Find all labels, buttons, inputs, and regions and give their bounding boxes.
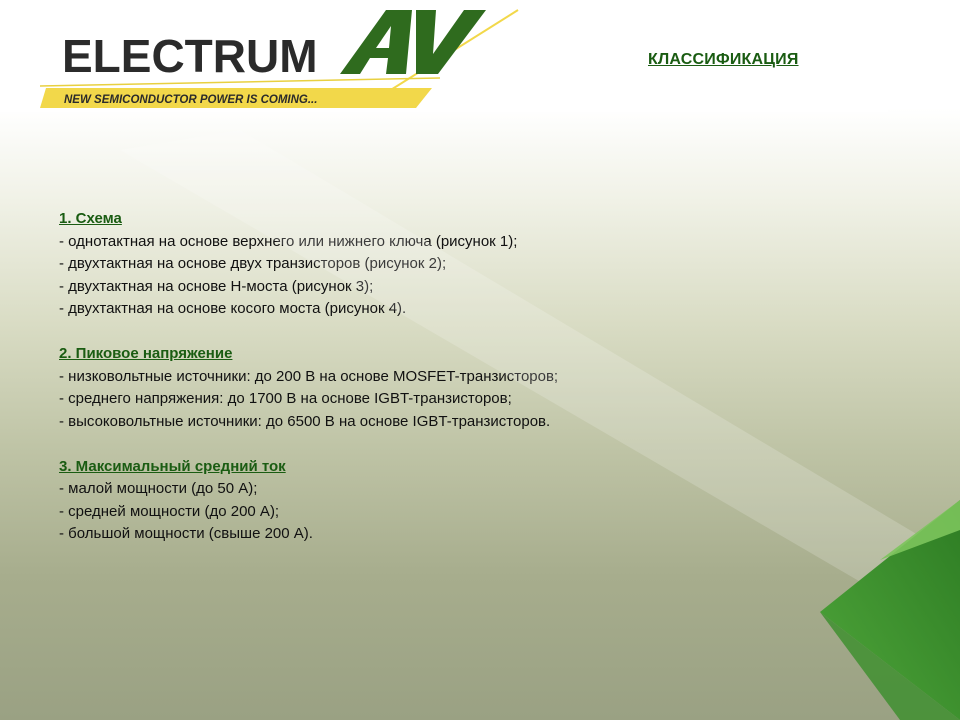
list-item: - большой мощности (свыше 200 А). <box>59 525 313 542</box>
list-item: - однотактная на основе верхнего или нижнего ключа (рисунок 1); <box>59 232 518 250</box>
list-item: - средней мощности (до 200 А); <box>59 502 280 520</box>
section-heading: 1. Схема <box>59 210 122 227</box>
list-item: - среднего напряжения: до 1700 В на основе IGBT-транзисторов; <box>59 390 512 407</box>
list-item: - низковольтные источники: до 200 В на основе MOSFET-транзисторов; <box>59 367 559 385</box>
list-item: - малой мощности (до 50 А); <box>59 480 258 497</box>
section-heading: 3. Максимальный средний ток <box>59 457 286 475</box>
logo-brand-text: ELECTRUM <box>62 30 318 82</box>
list-item: - двухтактная на основе двух транзисторов (рисунок 2); <box>59 255 447 272</box>
section-heading: 2. Пиковое напряжение <box>59 345 233 362</box>
list-item: - двухтактная на основе косого моста (рисунок 4). <box>59 300 407 317</box>
slide-title: КЛАССИФИКАЦИЯ <box>648 51 799 68</box>
list-item: - двухтактная на основе Н-моста (рисунок 3); <box>59 277 374 295</box>
logo-tagline-text: NEW SEMICONDUCTOR POWER IS COMING... <box>64 94 318 106</box>
list-item: - высоковольтные источники: до 6500 В на основе IGBT-транзисторов. <box>59 412 551 430</box>
